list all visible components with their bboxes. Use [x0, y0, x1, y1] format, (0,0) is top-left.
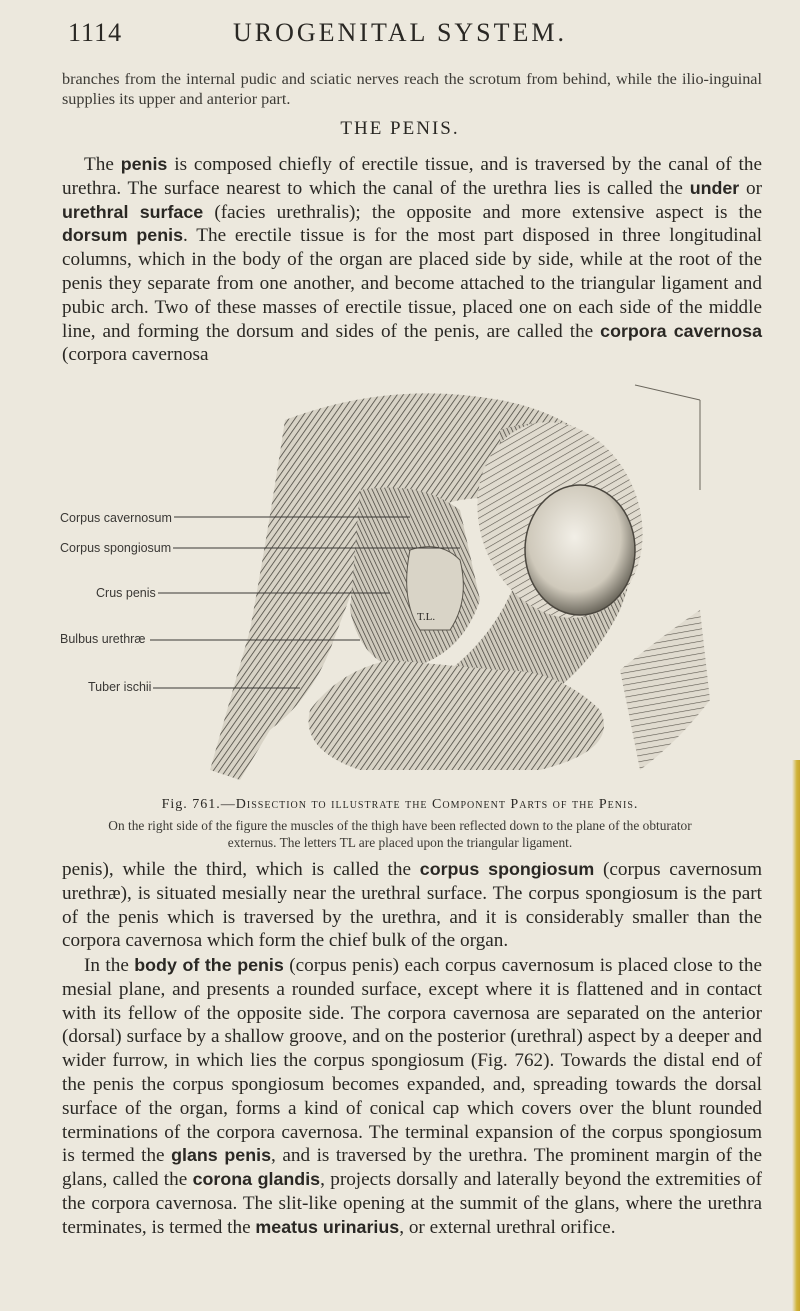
label-corpus-cavernosum: Corpus cavernosum — [60, 511, 172, 525]
label-bulbus-urethrae: Bulbus urethræ — [60, 632, 146, 646]
dissection-figure — [60, 370, 760, 790]
page-number: 1114 — [68, 18, 123, 47]
label-tuber-ischii: Tuber ischii — [88, 680, 152, 694]
section-title: THE PENIS. — [340, 118, 460, 139]
label-crus-penis: Crus penis — [96, 586, 156, 600]
label-corpus-spongiosum: Corpus spongiosum — [60, 541, 172, 555]
page-edge-stain — [792, 760, 800, 1311]
running-head: UROGENITAL SYSTEM. — [232, 18, 568, 47]
intro-paragraph: branches from the internal pudic and sciatic nerves reach the scrotum from behind, while the ilio-inguinal supplies its upper and anterior part. — [62, 70, 762, 108]
paragraph-1: The penis is composed chiefly of erectile tissue, and is traversed by the canal of the urethra. The surface nearest to which the canal of the urethra lies is called the under or urethral surface (facies urethralis); the opposite and more extensive aspect is the dorsum penis. The erectile tissue is for the most part disposed in three longitudinal columns, which in the body of the organ are placed side by side, while at the root of the penis they separate from one another, and become attached to the triangular ligament and pubic arch. Two of these masses of erectile tissue, placed one on each side of the middle line, and forming the dorsum and sides of the penis, are called the corpora cavernosa (corpora cavernosa — [62, 154, 763, 366]
dissection-illustration — [60, 370, 760, 790]
paragraph-3: In the body of the penis (corpus penis) each corpus cavernosum is placed close to the mesial plane, and presents a rounded surface, except where it is flattened and in contact with its fellow of the opposite side. The corpora cavernosa are separated on the anterior (dorsal) surface by a shallow groove, and on the posterior (urethral) aspect by a deeper and wider furrow, in which lies the corpus spongiosum (Fig. 762). Towards the distal end of the penis the corpus spongiosum becomes expanded, and, spreading towards the dorsal surface of the organ, forms a kind of conical cap which covers over the blunt rounded terminations of the corpora cavernosa. The terminal expansion of the corpus spongiosum is termed the glans penis, and is traversed by the urethra. The prominent margin of the glans, called the corona glandis, projects dorsally and laterally beyond the extremities of the corpora cavernosa. The slit-like opening at the summit of the glans, where the urethra terminates, is termed the meatus urinarius, or external urethral orifice. — [62, 955, 762, 1238]
page-header — [0, 18, 800, 58]
figure-caption-title: Fig. 761.—Dissection to illustrate the Component Parts of the Penis. — [161, 797, 639, 812]
paragraph-2: penis), while the third, which is called the corpus spongiosum (corpus cavernosum urethræ), is situated mesially near the urethral surface. The corpus spongiosum is the part of the penis which is traversed by the urethra, and it is considerably smaller than the corpora cavernosa which form the chief bulk of the organ. — [62, 859, 763, 952]
tl-inset-label: T.L. — [417, 611, 436, 623]
figure-caption-text: On the right side of the figure the muscles of the thigh have been reflected down to the plane of the obturator externus. The letters TL are placed upon the triangular ligament. — [108, 818, 692, 850]
